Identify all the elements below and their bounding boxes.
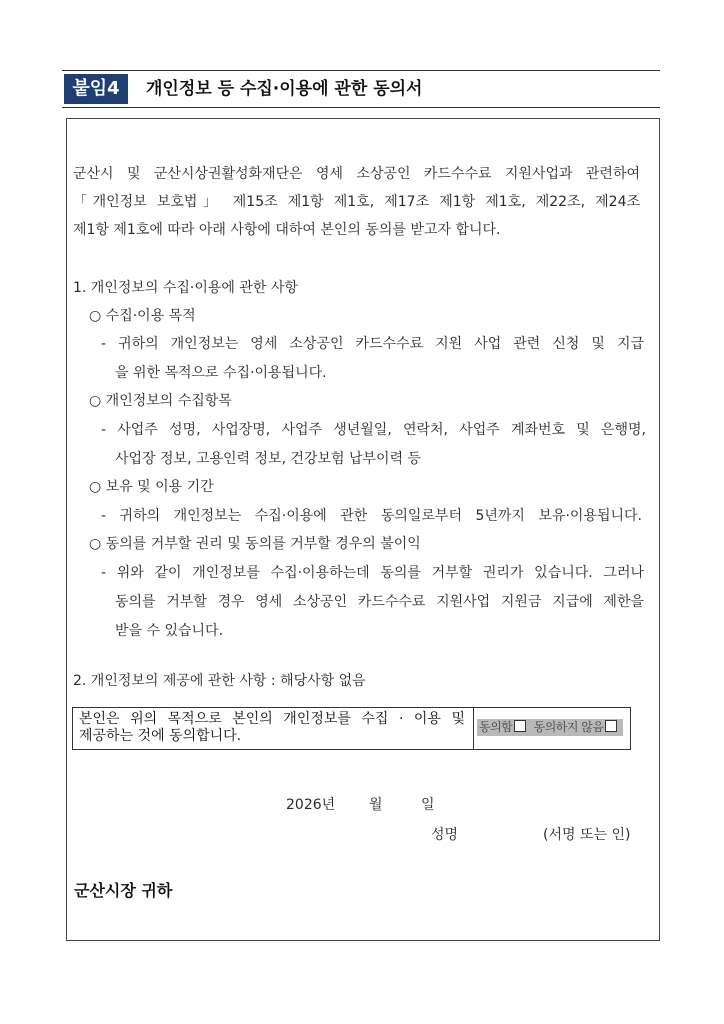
attachment-badge: 붙임4 <box>64 74 128 104</box>
date-month: 월 <box>369 797 383 813</box>
consent-choices <box>477 719 623 736</box>
consent-form-box <box>66 118 660 941</box>
refusal-line-2: 동의를 거부할 경우 영세 소상공인 카드수수료 지원사업 지원금 지급에 제한을 <box>115 594 644 610</box>
disagree-label: 동의하지 않음 <box>533 720 604 734</box>
purpose-title: ○ 수집·이용 목적 <box>89 308 196 324</box>
retention-title: ○ 보유 및 이용 기간 <box>89 479 214 495</box>
signature-note: (서명 또는 인) <box>543 827 631 843</box>
table-divider <box>473 708 474 749</box>
document-title: 개인정보 등 수집·이용에 관한 동의서 <box>146 79 423 99</box>
section1-heading: 1. 개인정보의 수집·이용에 관한 사항 <box>73 280 298 296</box>
items-title: ○ 개인정보의 수집항목 <box>89 393 232 409</box>
refusal-line-3: 받을 수 있습니다. <box>115 623 224 639</box>
consent-table <box>72 707 631 750</box>
refusal-line-1: - 위와 같이 개인정보를 수집·이용하는데 동의를 거부할 권리가 있습니다. 그러나 <box>101 565 644 581</box>
items-line-2: 사업장 정보, 고용인력 정보, 건강보험 납부이력 등 <box>115 451 422 467</box>
purpose-line-1: - 귀하의 개인정보는 영세 소상공인 카드수수료 지원 사업 관련 신청 및 지급 <box>101 336 644 352</box>
date-year: 2026년 <box>286 797 336 813</box>
date-day: 일 <box>421 797 435 813</box>
intro-line-2: 「개인정보 보호법」 제15조 제1항 제1호, 제17조 제1항 제1호, 제22조, 제24조 <box>73 194 640 210</box>
consent-statement: 본인은 위의 목적으로 본인의 개인정보를 수집 · 이용 및 제공하는 것에 동의합니다. <box>79 711 465 744</box>
agree-checkbox[interactable] <box>514 720 526 732</box>
agree-label: 동의함 <box>479 720 513 734</box>
intro-line-3: 제1항 제1호에 따라 아래 사항에 대하여 본인의 동의를 받고자 합니다. <box>73 222 501 238</box>
addressee: 군산시장 귀하 <box>74 881 173 900</box>
document-header <box>62 70 660 108</box>
items-line-1: - 사업주 성명, 사업장명, 사업주 생년월일, 연락처, 사업주 계좌번호 및 은행명, <box>101 422 646 438</box>
retention-line-1: - 귀하의 개인정보는 수집·이용에 관한 동의일로부터 5년까지 보유·이용됩니다. <box>101 508 642 524</box>
disagree-checkbox[interactable] <box>605 720 617 732</box>
intro-line-1: 군산시 및 군산시상권활성화재단은 영세 소상공인 카드수수료 지원사업과 관련하여 <box>73 166 640 182</box>
refusal-title: ○ 동의를 거부할 권리 및 동의를 거부할 경우의 불이익 <box>89 536 421 552</box>
signature-label: 성명 <box>431 827 459 843</box>
purpose-line-2: 을 위한 목적으로 수집·이용됩니다. <box>115 365 327 381</box>
section2-heading: 2. 개인정보의 제공에 관한 사항 : 해당사항 없음 <box>73 673 366 689</box>
